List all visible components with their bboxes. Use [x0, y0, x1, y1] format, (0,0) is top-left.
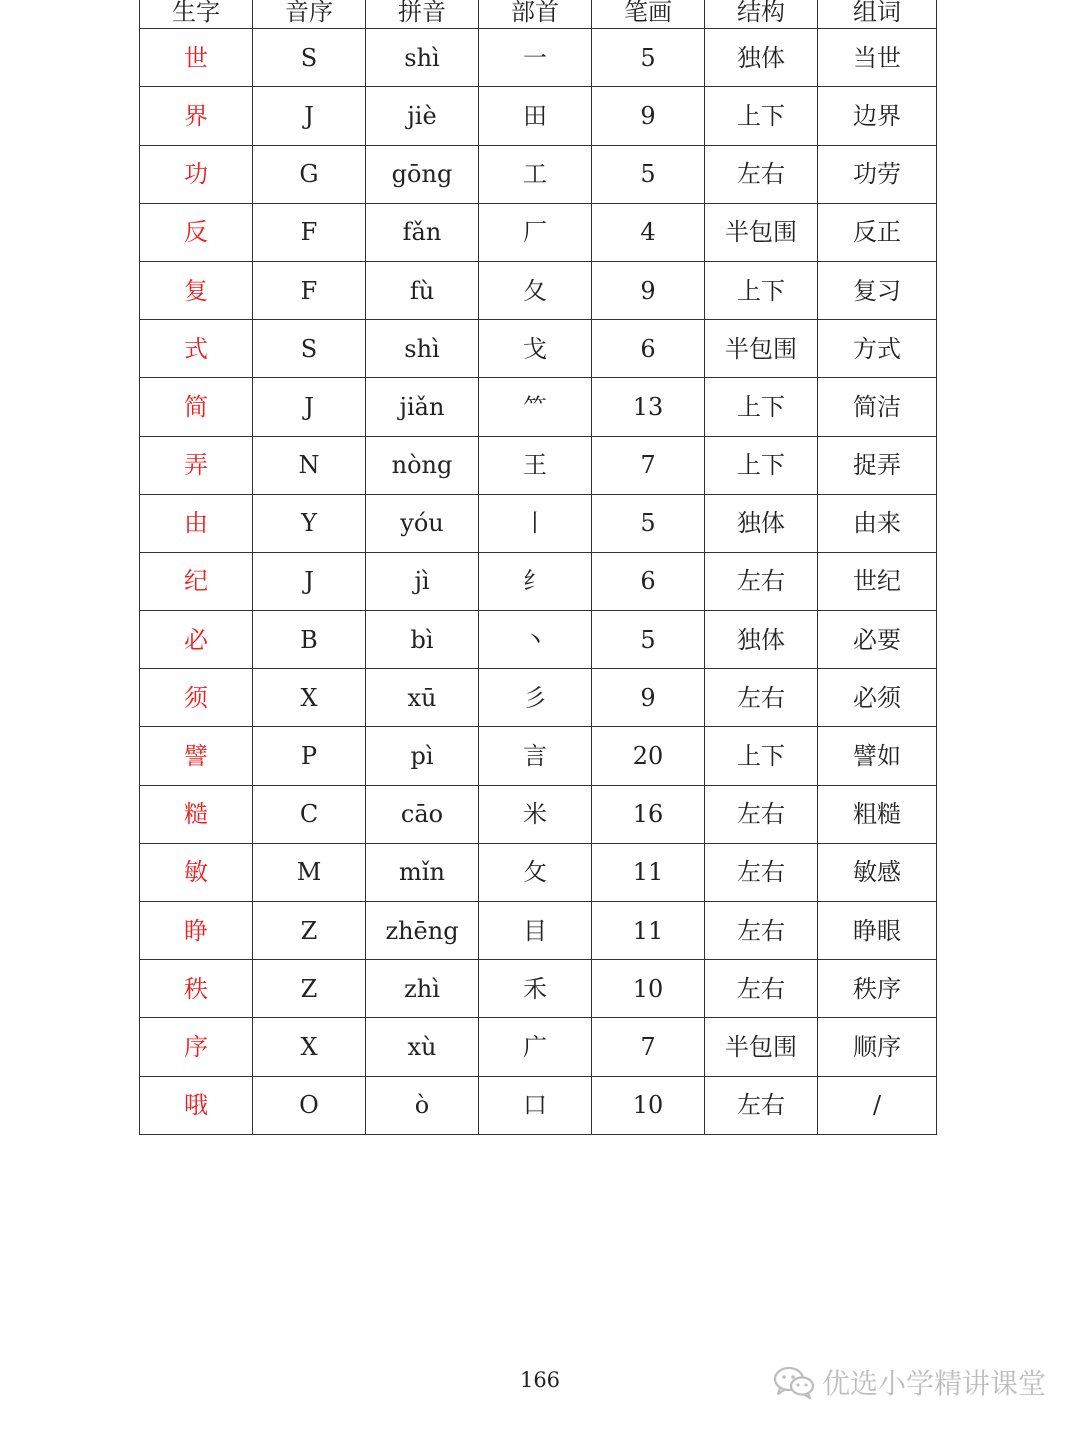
character-table — [139, 0, 937, 1135]
cell-radical: ⺮ — [479, 378, 592, 436]
cell-character: 世 — [140, 29, 253, 87]
cell-character: 睁 — [140, 902, 253, 960]
cell-structure: 上下 — [705, 261, 818, 319]
cell-character: 式 — [140, 320, 253, 378]
cell-radical: 纟 — [479, 552, 592, 610]
table-row — [140, 1018, 937, 1076]
cell-strokes: 6 — [592, 552, 705, 610]
table-row — [140, 1076, 937, 1134]
cell-strokes: 9 — [592, 261, 705, 319]
cell-structure: 半包围 — [705, 320, 818, 378]
cell-initial: M — [253, 843, 366, 901]
cell-character: 纪 — [140, 552, 253, 610]
cell-character: 功 — [140, 145, 253, 203]
header-cell: 结构 — [705, 0, 818, 29]
cell-radical: 工 — [479, 145, 592, 203]
table-row — [140, 843, 937, 901]
cell-character: 敏 — [140, 843, 253, 901]
cell-pinyin: bì — [366, 611, 479, 669]
cell-pinyin: shì — [366, 320, 479, 378]
cell-word: 边界 — [818, 87, 937, 145]
cell-strokes: 16 — [592, 785, 705, 843]
cell-strokes: 5 — [592, 611, 705, 669]
cell-strokes: 20 — [592, 727, 705, 785]
cell-pinyin: mǐn — [366, 843, 479, 901]
header-cell: 组词 — [818, 0, 937, 29]
cell-radical: 口 — [479, 1076, 592, 1134]
watermark — [772, 1362, 1046, 1402]
cell-pinyin: jì — [366, 552, 479, 610]
cell-word: 睁眼 — [818, 902, 937, 960]
cell-radical: 王 — [479, 436, 592, 494]
table-row — [140, 960, 937, 1018]
cell-structure: 左右 — [705, 145, 818, 203]
cell-radical: 彡 — [479, 669, 592, 727]
cell-character: 哦 — [140, 1076, 253, 1134]
cell-initial: O — [253, 1076, 366, 1134]
cell-pinyin: xù — [366, 1018, 479, 1076]
header-cell: 部首 — [479, 0, 592, 29]
cell-structure: 左右 — [705, 669, 818, 727]
table-row — [140, 203, 937, 261]
cell-word: 简洁 — [818, 378, 937, 436]
cell-word: 当世 — [818, 29, 937, 87]
cell-radical: 厂 — [479, 203, 592, 261]
cell-pinyin: fù — [366, 261, 479, 319]
cell-character: 须 — [140, 669, 253, 727]
table-row — [140, 145, 937, 203]
page-number: 166 — [519, 1368, 561, 1392]
cell-structure: 左右 — [705, 902, 818, 960]
cell-pinyin: zhì — [366, 960, 479, 1018]
cell-radical: 米 — [479, 785, 592, 843]
table-row — [140, 785, 937, 843]
cell-character: 由 — [140, 494, 253, 552]
cell-initial: B — [253, 611, 366, 669]
cell-initial: F — [253, 261, 366, 319]
cell-strokes: 10 — [592, 960, 705, 1018]
cell-character: 糙 — [140, 785, 253, 843]
cell-character: 复 — [140, 261, 253, 319]
cell-word: 粗糙 — [818, 785, 937, 843]
cell-structure: 半包围 — [705, 203, 818, 261]
cell-pinyin: shì — [366, 29, 479, 87]
table-row — [140, 436, 937, 494]
cell-character: 界 — [140, 87, 253, 145]
cell-strokes: 5 — [592, 145, 705, 203]
table-row — [140, 611, 937, 669]
cell-pinyin: nòng — [366, 436, 479, 494]
cell-word: 顺序 — [818, 1018, 937, 1076]
cell-structure: 半包围 — [705, 1018, 818, 1076]
cell-strokes: 5 — [592, 494, 705, 552]
cell-pinyin: xū — [366, 669, 479, 727]
cell-radical: 一 — [479, 29, 592, 87]
cell-structure: 左右 — [705, 960, 818, 1018]
cell-structure: 左右 — [705, 552, 818, 610]
wechat-icon — [772, 1364, 816, 1400]
cell-pinyin: zhēng — [366, 902, 479, 960]
cell-pinyin: gōng — [366, 145, 479, 203]
cell-character: 序 — [140, 1018, 253, 1076]
cell-word: 方式 — [818, 320, 937, 378]
table-row — [140, 87, 937, 145]
cell-initial: J — [253, 87, 366, 145]
cell-word: 秩序 — [818, 960, 937, 1018]
cell-character: 譬 — [140, 727, 253, 785]
cell-radical: 攵 — [479, 843, 592, 901]
header-cell: 笔画 — [592, 0, 705, 29]
cell-word: 敏感 — [818, 843, 937, 901]
cell-word: 功劳 — [818, 145, 937, 203]
cell-word: 反正 — [818, 203, 937, 261]
table-row — [140, 494, 937, 552]
cell-structure: 上下 — [705, 727, 818, 785]
table-row — [140, 320, 937, 378]
cell-word: 复习 — [818, 261, 937, 319]
cell-word: 譬如 — [818, 727, 937, 785]
header-cell: 生字 — [140, 0, 253, 29]
cell-strokes: 9 — [592, 87, 705, 145]
cell-structure: 独体 — [705, 494, 818, 552]
cell-pinyin: cāo — [366, 785, 479, 843]
cell-initial: J — [253, 552, 366, 610]
cell-structure: 上下 — [705, 87, 818, 145]
table-row — [140, 378, 937, 436]
cell-initial: Y — [253, 494, 366, 552]
cell-pinyin: ò — [366, 1076, 479, 1134]
cell-radical: 田 — [479, 87, 592, 145]
cell-initial: X — [253, 669, 366, 727]
cell-strokes: 11 — [592, 843, 705, 901]
cell-structure: 左右 — [705, 1076, 818, 1134]
cell-radical: 夂 — [479, 261, 592, 319]
cell-word: 必须 — [818, 669, 937, 727]
cell-radical: 言 — [479, 727, 592, 785]
cell-character: 必 — [140, 611, 253, 669]
header-cell: 音序 — [253, 0, 366, 29]
cell-pinyin: pì — [366, 727, 479, 785]
cell-structure: 上下 — [705, 436, 818, 494]
table-row — [140, 902, 937, 960]
cell-structure: 左右 — [705, 785, 818, 843]
cell-initial: P — [253, 727, 366, 785]
cell-radical: 丨 — [479, 494, 592, 552]
cell-strokes: 5 — [592, 29, 705, 87]
cell-character: 反 — [140, 203, 253, 261]
cell-pinyin: fǎn — [366, 203, 479, 261]
cell-strokes: 7 — [592, 436, 705, 494]
watermark-text: 优选小学精讲课堂 — [821, 1367, 1046, 1400]
cell-structure: 独体 — [705, 611, 818, 669]
cell-structure: 左右 — [705, 843, 818, 901]
cell-word: 由来 — [818, 494, 937, 552]
cell-radical: 禾 — [479, 960, 592, 1018]
cell-character: 弄 — [140, 436, 253, 494]
cell-strokes: 6 — [592, 320, 705, 378]
cell-character: 秩 — [140, 960, 253, 1018]
cell-radical: 目 — [479, 902, 592, 960]
table-row — [140, 261, 937, 319]
cell-pinyin: yóu — [366, 494, 479, 552]
table-header-row — [140, 0, 937, 29]
cell-initial: Z — [253, 902, 366, 960]
cell-initial: X — [253, 1018, 366, 1076]
cell-initial: Z — [253, 960, 366, 1018]
cell-initial: N — [253, 436, 366, 494]
cell-structure: 独体 — [705, 29, 818, 87]
table-row — [140, 669, 937, 727]
cell-initial: G — [253, 145, 366, 203]
cell-word: 必要 — [818, 611, 937, 669]
cell-pinyin: jiè — [366, 87, 479, 145]
cell-word: 捉弄 — [818, 436, 937, 494]
table-row — [140, 727, 937, 785]
cell-strokes: 10 — [592, 1076, 705, 1134]
cell-initial: J — [253, 378, 366, 436]
cell-initial: F — [253, 203, 366, 261]
cell-strokes: 4 — [592, 203, 705, 261]
cell-initial: C — [253, 785, 366, 843]
cell-character: 简 — [140, 378, 253, 436]
header-cell: 拼音 — [366, 0, 479, 29]
table-body — [140, 0, 937, 1134]
cell-strokes: 11 — [592, 902, 705, 960]
cell-word: 世纪 — [818, 552, 937, 610]
cell-strokes: 9 — [592, 669, 705, 727]
cell-structure: 上下 — [705, 378, 818, 436]
cell-radical: 戈 — [479, 320, 592, 378]
cell-pinyin: jiǎn — [366, 378, 479, 436]
cell-initial: S — [253, 320, 366, 378]
cell-radical: 广 — [479, 1018, 592, 1076]
cell-radical: 丶 — [479, 611, 592, 669]
table-row — [140, 552, 937, 610]
cell-strokes: 7 — [592, 1018, 705, 1076]
cell-initial: S — [253, 29, 366, 87]
cell-strokes: 13 — [592, 378, 705, 436]
table-row — [140, 29, 937, 87]
cell-word: / — [818, 1076, 937, 1134]
